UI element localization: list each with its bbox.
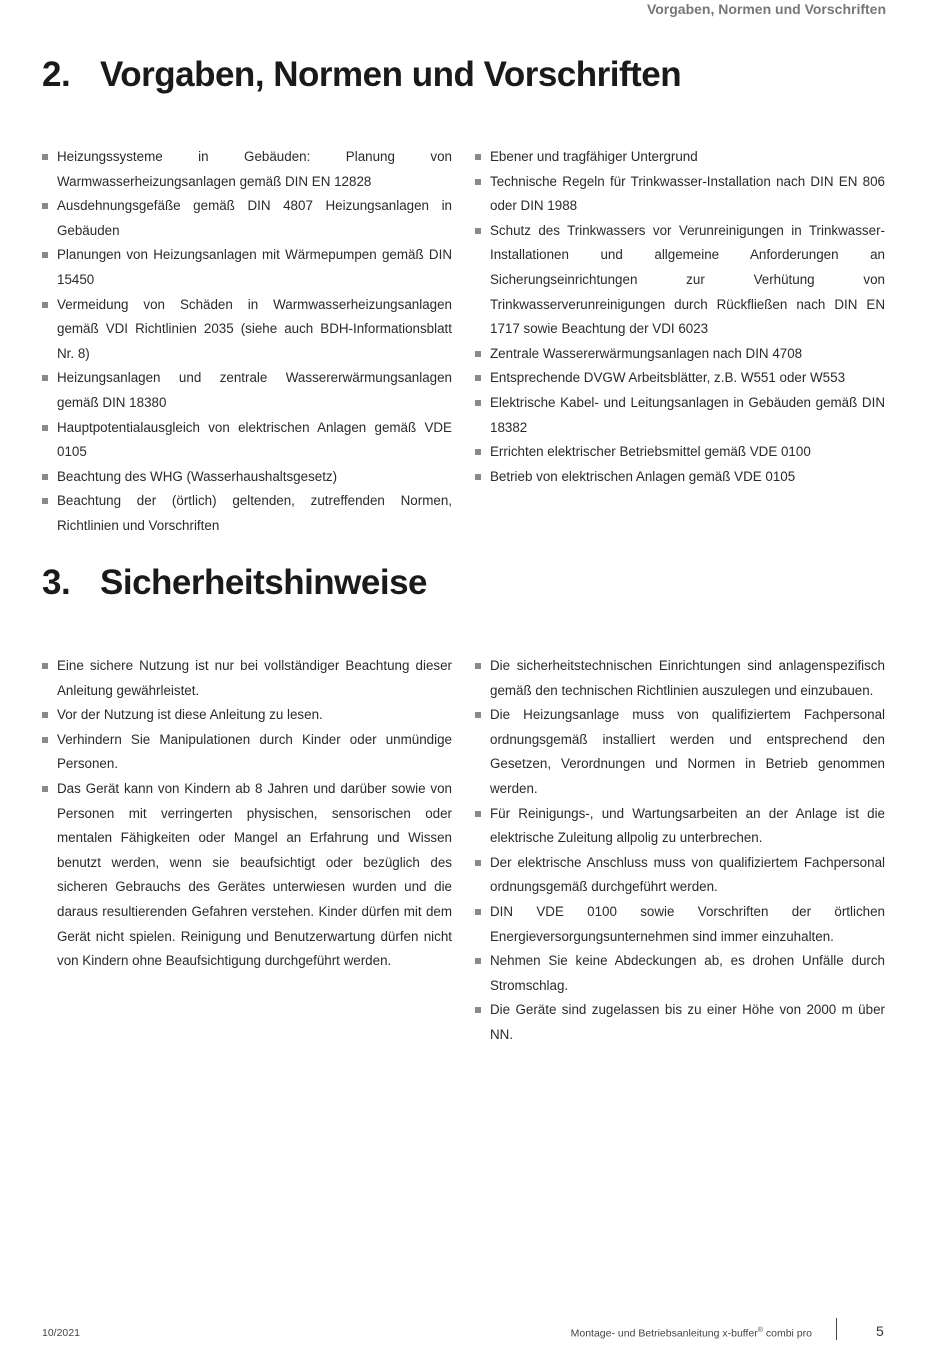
list-item: Vermeidung von Schäden in Warmwasserheizungsanlagen gemäß VDI Richtlinien 2035 (siehe auch BDH-Informationsblatt Nr. 8) <box>42 293 452 367</box>
list-item: DIN VDE 0100 sowie Vorschriften der örtlichen Energieversorgungsunternehmen sind immer einzuhalten. <box>475 900 885 949</box>
list-item: Nehmen Sie keine Abdeckungen ab, es drohen Unfälle durch Stromschlag. <box>475 949 885 998</box>
registered-mark: ® <box>757 1327 763 1334</box>
section-2-number: 2. <box>42 55 71 94</box>
list-item: Planungen von Heizungsanlagen mit Wärmepumpen gemäß DIN 15450 <box>42 243 452 292</box>
list-item: Elektrische Kabel- und Leitungsanlagen in Gebäuden gemäß DIN 18382 <box>475 391 885 440</box>
section-3-right-column <box>475 654 885 1048</box>
list-item: Für Reinigungs-, und Wartungsarbeiten an der Anlage ist die elektrische Zuleitung allpolig zu unterbrechen. <box>475 802 885 851</box>
footer-doc-title-suffix: combi pro <box>762 1327 812 1340</box>
section-2-title <box>42 55 681 95</box>
list-item: Beachtung des WHG (Wasserhaushaltsgesetz) <box>42 465 452 490</box>
footer-date: 10/2021 <box>42 1327 80 1339</box>
list-item: Beachtung der (örtlich) geltenden, zutreffenden Normen, Richtlinien und Vorschriften <box>42 489 452 538</box>
section-3-left-list <box>42 654 452 974</box>
list-item: Verhindern Sie Manipulationen durch Kinder oder unmündige Personen. <box>42 728 452 777</box>
list-item: Entsprechende DVGW Arbeitsblätter, z.B. W551 oder W553 <box>475 366 885 391</box>
footer-doc-title <box>571 1327 812 1340</box>
list-item: Das Gerät kann von Kindern ab 8 Jahren und darüber sowie von Personen mit verringerten physischen, sensorischen oder mentalen Fähigkeiten oder Mangel an Erfahrung und Wissen benutzt werden, wenn sie beaufsichtigt oder bezüglich des sicheren Gebrauchs des Gerätes unterwiesen wurden und die daraus resultierenden Gefahren verstehen. Kinder dürfen mit dem Gerät nicht spielen. Reinigung und Benutzerwartung dürfen nicht von Kindern ohne Beaufsichtigung durchgeführt werden. <box>42 777 452 974</box>
list-item: Zentrale Wassererwärmungsanlagen nach DIN 4708 <box>475 342 885 367</box>
list-item: Der elektrische Anschluss muss von qualifiziertem Fachpersonal ordnungsgemäß durchgeführt werden. <box>475 851 885 900</box>
list-item: Die sicherheitstechnischen Einrichtungen sind anlagenspezifisch gemäß den technischen Richtlinien auszulegen und einzubauen. <box>475 654 885 703</box>
section-3-left-column <box>42 654 452 974</box>
list-item: Heizungssysteme in Gebäuden: Planung von Warmwasserheizungsanlagen gemäß DIN EN 12828 <box>42 145 452 194</box>
section-2-right-column <box>475 145 885 489</box>
list-item: Errichten elektrischer Betriebsmittel gemäß VDE 0100 <box>475 440 885 465</box>
list-item: Die Geräte sind zugelassen bis zu einer Höhe von 2000 m über NN. <box>475 998 885 1047</box>
list-item: Vor der Nutzung ist diese Anleitung zu lesen. <box>42 703 452 728</box>
list-item: Betrieb von elektrischen Anlagen gemäß VDE 0105 <box>475 465 885 490</box>
section-2-left-list <box>42 145 452 539</box>
list-item: Die Heizungsanlage muss von qualifiziertem Fachpersonal ordnungsgemäß installiert werden und entsprechend den Gesetzen, Verordnungen und Normen in Betrieb genommen werden. <box>475 703 885 801</box>
list-item: Heizungsanlagen und zentrale Wassererwärmungsanlagen gemäß DIN 18380 <box>42 366 452 415</box>
list-item: Hauptpotentialausgleich von elektrischen Anlagen gemäß VDE 0105 <box>42 416 452 465</box>
list-item: Eine sichere Nutzung ist nur bei vollständiger Beachtung dieser Anleitung gewährleistet. <box>42 654 452 703</box>
section-3-number: 3. <box>42 563 71 602</box>
list-item: Ebener und tragfähiger Untergrund <box>475 145 885 170</box>
section-3-title <box>42 563 427 603</box>
section-2-right-list <box>475 145 885 489</box>
list-item: Ausdehnungsgefäße gemäß DIN 4807 Heizungsanlagen in Gebäuden <box>42 194 452 243</box>
section-3-title-text: Sicherheitshinweise <box>100 563 428 602</box>
list-item: Schutz des Trinkwassers vor Verunreinigungen in Trinkwasser-Installationen und allgemeine Anforderungen an Sicherungseinrichtungen zur Verhütung von Trinkwasserverunreinigungen durch Rückfließen nach DIN EN 1717 sowie Beachtung der VDI 6023 <box>475 219 885 342</box>
section-2-left-column <box>42 145 452 539</box>
footer-doc-title-text: Montage- und Betriebsanleitung x-buffer <box>570 1327 758 1340</box>
footer-divider <box>836 1318 837 1340</box>
section-2-title-text: Vorgaben, Normen und Vorschriften <box>100 55 682 94</box>
section-3-right-list <box>475 654 885 1048</box>
list-item: Technische Regeln für Trinkwasser-Installation nach DIN EN 806 oder DIN 1988 <box>475 170 885 219</box>
page-number: 5 <box>876 1323 884 1339</box>
running-head: Vorgaben, Normen und Vorschriften <box>646 1 886 17</box>
